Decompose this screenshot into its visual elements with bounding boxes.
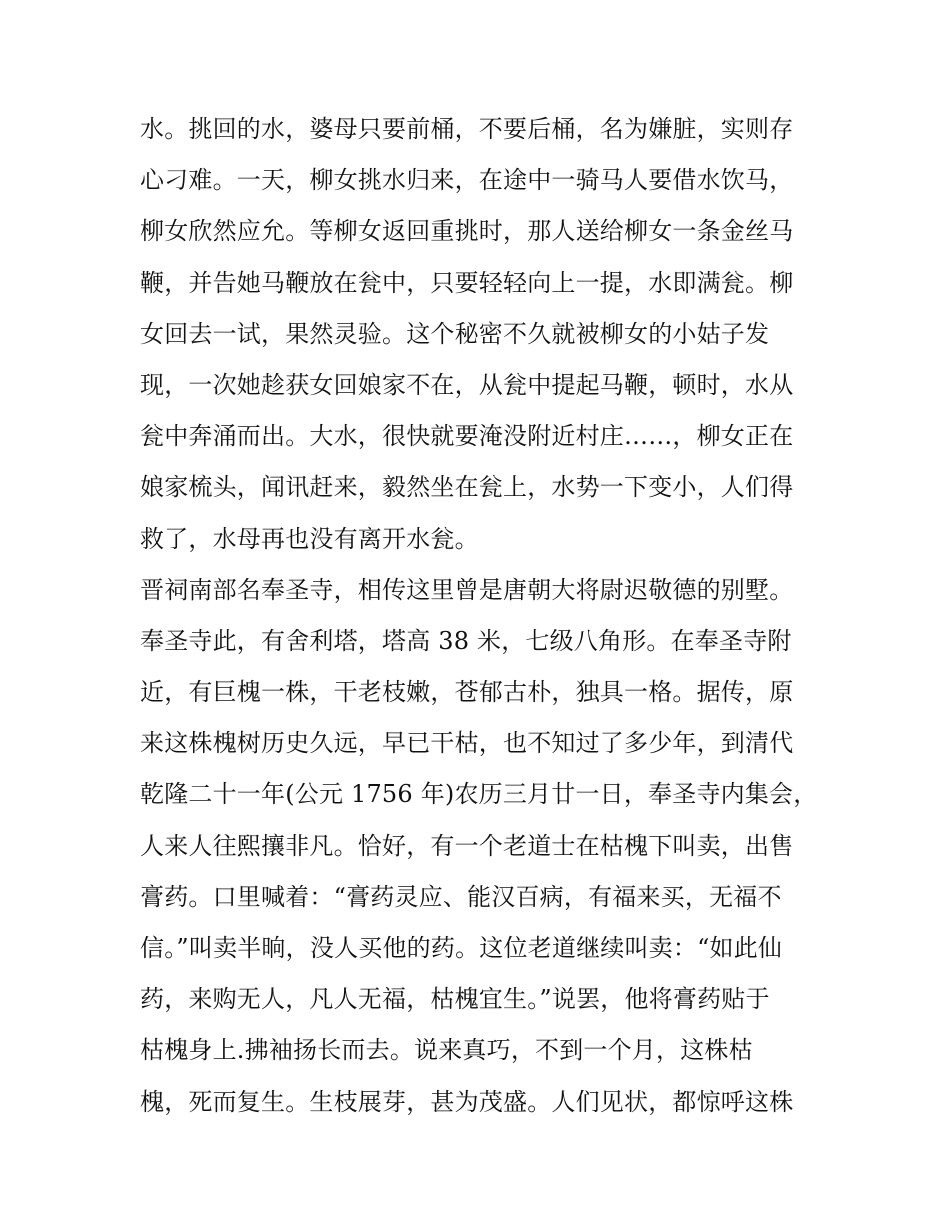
text-line: 信。”叫卖半晌，没人买他的药。这位老道继续叫卖：“如此仙 <box>140 934 783 962</box>
text-line: 瓮中奔涌而出。大水，很快就要淹没附近村庄……，柳女正在 <box>140 422 794 451</box>
text-line: 晋祠南部名奉圣寺，相传这里曾是唐朝大将尉迟敬德的别墅。 <box>140 575 794 604</box>
text-line: 奉圣寺此，有舍利塔，塔高 38 米，七级八角形。在奉圣寺附 <box>140 626 792 655</box>
text-line: 柳女欣然应允。等柳女返回重挑时，那人送给柳女一条金丝马 <box>140 217 794 246</box>
text-line: 女回去一试，果然灵验。这个秘密不久就被柳女的小姑子发 <box>140 319 770 348</box>
text-line: 膏药。口里喊着：“膏药灵应、能汉百病，有福来买，无福不 <box>140 882 782 911</box>
text-line: 现，一次她趁获女回娘家不在，从瓮中提起马鞭，顿时，水从 <box>140 370 794 399</box>
text-line: 救了，水母再也没有离开水瓮。 <box>140 524 479 553</box>
text-line: 人来人往熙攘非凡。恰好，有一个老道士在枯槐下叫卖，出售 <box>140 831 794 860</box>
text-line: 娘家梳头，闻讯赶来，毅然坐在瓮上，水势一下变小，人们得 <box>140 473 794 502</box>
text-line: 鞭，并告她马鞭放在瓮中，只要轻轻向上一提，水即满瓮。柳 <box>140 268 794 297</box>
text-line: 水。挑回的水，婆母只要前桶，不要后桶，名为嫌脏，实则存 <box>140 115 794 143</box>
document-body <box>140 104 820 1128</box>
text-line: 来这株槐树历史久远，早已干枯，也不知过了多少年，到清代 <box>140 729 794 758</box>
text-line: 乾隆二十一年(公元 1756 年)农历三月廿一日，奉圣寺内集会， <box>140 780 818 809</box>
text-line: 药，来购无人，凡人无福，枯槐宜生。”说罢，他将膏药贴于 <box>140 985 770 1014</box>
text-line: 近，有巨槐一株，干老枝嫩，苍郁古朴，独具一格。据传，原 <box>140 678 794 707</box>
text-line: 心刁难。一天，柳女挑水归来，在途中一骑马人要借水饮马， <box>140 166 794 195</box>
text-line: 槐，死而复生。生枝展芽，甚为茂盛。人们见状，都惊呼这株 <box>140 1087 794 1116</box>
text-line: 枯槐身上.拂袖扬长而去。说来真巧，不到一个月，这株枯 <box>140 1036 753 1065</box>
